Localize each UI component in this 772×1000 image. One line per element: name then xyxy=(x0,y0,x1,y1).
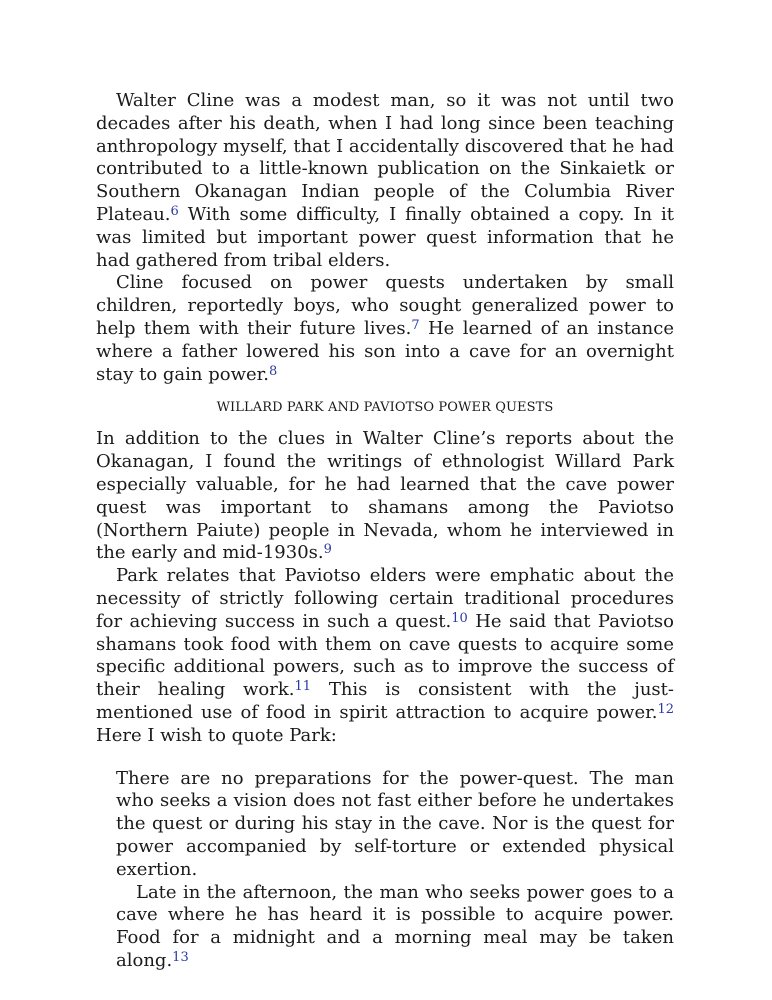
quote-paragraph xyxy=(116,882,674,973)
paragraph-text: Walter Cline was a modest man, so it was not until two decades after his death, when I had long since been teaching anthropology myself, that I accidentally discovered that he had contributed to a little-known publication on the Sinkaietk or Southern Okanagan Indian people of the Columbia River Plateau. xyxy=(96,90,674,225)
paragraph-text: Park relates that Paviotso elders were emphatic about the necessity of strictly following certain traditional procedures for achieving success in such a quest. xyxy=(96,565,674,632)
paragraph-park-intro xyxy=(96,428,674,565)
footnote-ref-8[interactable]: 8 xyxy=(268,363,278,379)
paragraph-park-relates xyxy=(96,565,674,747)
footnote-ref-9[interactable]: 9 xyxy=(323,542,332,558)
section-heading: WILLARD PARK AND PAVIOTSO POWER QUESTS xyxy=(216,400,554,416)
paragraph-text: He learned of an instance where a father lowered his son into a cave for an overnight stay to gain power. xyxy=(96,317,674,385)
footnote-ref-7[interactable]: 7 xyxy=(411,317,420,333)
paragraph-text: This is consistent with the just-mentioned use of food in spirit attraction to acquire power. xyxy=(96,679,674,723)
footnote-ref-6[interactable]: 6 xyxy=(170,203,179,219)
footnote-ref-13[interactable]: 13 xyxy=(172,949,189,965)
paragraph-text: In addition to the clues in Walter Cline’s reports about the Okanagan, I found the writings of ethnologist Willard Park especially valuable, for he had learned that the cave power quest was important to shamans among the Paviotso (Northern Paiute) people in Nevada, whom he interviewed in the early and mid-1930s. xyxy=(96,428,674,564)
paragraph-cline-focus xyxy=(96,272,674,386)
footnote-ref-12[interactable]: 12 xyxy=(657,701,674,717)
quote-text: There are no preparations for the power-quest. The man who seeks a vision does not fast either before he undertakes the quest or during his stay in the cave. Nor is the quest for power accompanied by self-torture or extended physical exertion. xyxy=(116,767,674,880)
footnote-ref-11[interactable]: 11 xyxy=(294,679,312,695)
quote-paragraph xyxy=(116,768,674,882)
block-quote xyxy=(116,768,674,973)
paragraph-cline-intro xyxy=(96,90,674,272)
paragraph-text: Cline focused on power quests undertaken by small children, reportedly boys, who sought generalized power to help them with their future lives. xyxy=(96,272,674,339)
page-body xyxy=(96,90,674,973)
footnote-ref-10[interactable]: 10 xyxy=(451,610,468,626)
paragraph-text: He said that Paviotso shamans took food with them on cave quests to acquire some specific additional powers, such as to improve the success of their healing work. xyxy=(96,610,674,701)
paragraph-text: Here I wish to quote Park: xyxy=(96,724,337,746)
quote-text: Late in the afternoon, the man who seeks power goes to a cave where he has heard it is possible to acquire power. Food for a midnight and a morning meal may be taken along. xyxy=(116,881,674,971)
paragraph-text: With some difficulty, I finally obtained a copy. In it was limited but important power quest information that he had gathered from tribal elders. xyxy=(96,203,674,271)
